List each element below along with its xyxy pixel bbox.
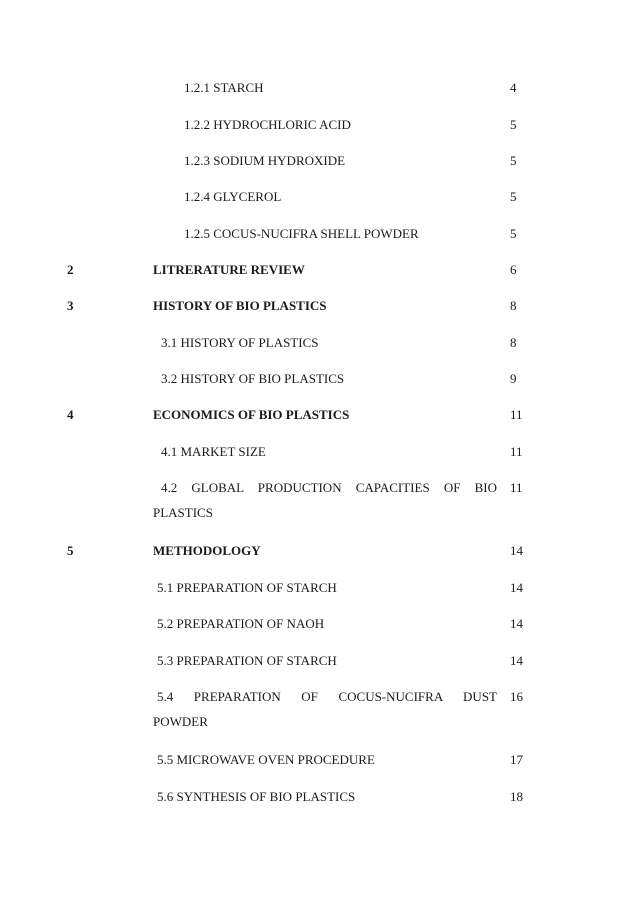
- toc-chapter-number: 5: [67, 543, 74, 558]
- toc-entry-title: 5.4 PREPARATION OF COCUS-NUCIFRA DUST: [157, 689, 497, 704]
- toc-entry-page: 17: [510, 752, 523, 767]
- toc-entry-title: 1.2.3 SODIUM HYDROXIDE: [184, 153, 346, 168]
- toc-entry-page: 16: [510, 689, 523, 704]
- toc-entry-page: 8: [510, 335, 517, 350]
- toc-entry-page: 6: [510, 262, 517, 277]
- toc-entry-page: 5: [510, 153, 517, 168]
- toc-entry-page: 11: [510, 480, 523, 495]
- toc-entry-title: 3.1 HISTORY OF PLASTICS: [161, 335, 319, 350]
- toc-entry-title: 5.3 PREPARATION OF STARCH: [157, 653, 337, 668]
- toc-entry-title: 1.2.5 COCUS-NUCIFRA SHELL POWDER: [184, 226, 419, 241]
- toc-entry-page: 5: [510, 189, 517, 204]
- toc-row: [0, 80, 638, 100]
- toc-entry-title: 1.2.2 HYDROCHLORIC ACID: [184, 117, 351, 132]
- toc-row: [0, 153, 638, 173]
- toc-row: [0, 444, 638, 464]
- toc-chapter-title: ECONOMICS OF BIO PLASTICS: [153, 407, 350, 422]
- toc-entry-page: 11: [510, 444, 523, 459]
- toc-row: [0, 189, 638, 209]
- toc-row: [0, 480, 638, 525]
- toc-entry-page: 4: [510, 80, 517, 95]
- toc-entry-page: 5: [510, 117, 517, 132]
- toc-row: [0, 335, 638, 355]
- toc-entry-title: 3.2 HISTORY OF BIO PLASTICS: [161, 371, 345, 386]
- toc-entry-title: 5.2 PREPARATION OF NAOH: [157, 616, 325, 631]
- toc-entry-page: 9: [510, 371, 517, 386]
- toc-entry-page: 5: [510, 226, 517, 241]
- toc-entry-title: 1.2.1 STARCH: [184, 80, 264, 95]
- toc-chapter-number: 4: [67, 407, 74, 422]
- toc-chapter-row: [0, 543, 638, 563]
- toc-row: [0, 653, 638, 673]
- toc-entry-page: 8: [510, 298, 517, 313]
- toc-entry-page: 18: [510, 789, 523, 804]
- toc-entry-title-continued: POWDER: [153, 714, 208, 729]
- toc-row: [0, 226, 638, 246]
- toc-chapter-title: HISTORY OF BIO PLASTICS: [153, 298, 327, 313]
- toc-row: [0, 371, 638, 391]
- toc-chapter-number: 2: [67, 262, 74, 277]
- toc-entry-title: 5.1 PREPARATION OF STARCH: [157, 580, 337, 595]
- toc-entry-page: 14: [510, 543, 523, 558]
- toc-row: [0, 616, 638, 636]
- toc-entry-title-continued: PLASTICS: [153, 505, 213, 520]
- toc-entry-page: 11: [510, 407, 523, 422]
- toc-entry-title: 1.2.4 GLYCEROL: [184, 189, 282, 204]
- toc-row: [0, 752, 638, 772]
- toc-chapter-row: [0, 262, 638, 282]
- toc-chapter-title: LITRERATURE REVIEW: [153, 262, 305, 277]
- toc-chapter-number: 3: [67, 298, 74, 313]
- toc-entry-page: 14: [510, 580, 523, 595]
- toc-entry-title: 5.5 MICROWAVE OVEN PROCEDURE: [157, 752, 375, 767]
- toc-row: [0, 580, 638, 600]
- toc-chapter-title: METHODOLOGY: [153, 543, 261, 558]
- toc-row: [0, 689, 638, 734]
- toc-entry-page: 14: [510, 653, 523, 668]
- toc-chapter-row: [0, 407, 638, 427]
- toc-row: [0, 789, 638, 809]
- toc-entry-title: 5.6 SYNTHESIS OF BIO PLASTICS: [157, 789, 356, 804]
- toc-entry-title: 4.2 GLOBAL PRODUCTION CAPACITIES OF BIO: [161, 480, 497, 495]
- toc-entry-page: 14: [510, 616, 523, 631]
- toc-row: [0, 117, 638, 137]
- toc-chapter-row: [0, 298, 638, 318]
- toc-entry-title: 4.1 MARKET SIZE: [161, 444, 266, 459]
